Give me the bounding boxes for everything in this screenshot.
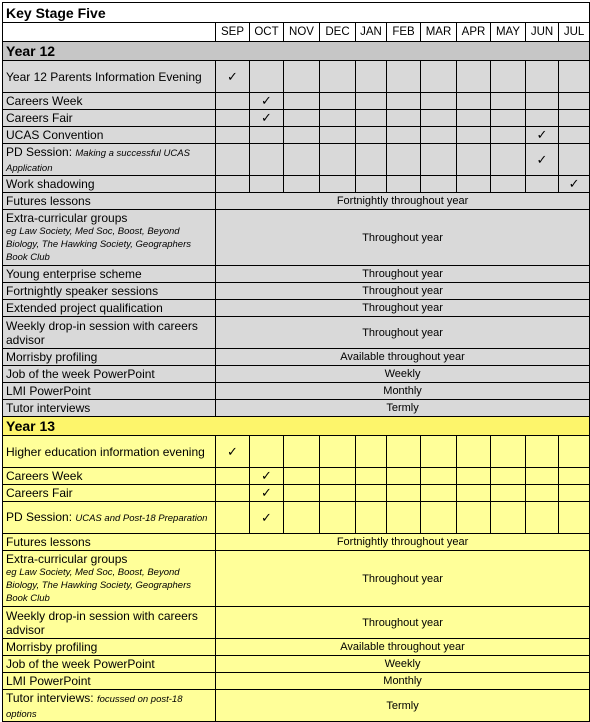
table-row: [3, 656, 590, 673]
frequency-cell: Termly: [216, 400, 590, 417]
month-cell: [421, 468, 457, 485]
checkmark-icon: ✓: [250, 110, 284, 127]
month-cell: [387, 485, 421, 502]
checkmark-icon: ✓: [250, 485, 284, 502]
checkmark-icon: ✓: [526, 127, 559, 144]
activity-name: Careers Week: [6, 94, 83, 108]
activity-label: [3, 551, 216, 607]
month-header-may: MAY: [491, 23, 526, 42]
table-row: [3, 176, 590, 193]
activity-name: Fortnightly speaker sessions: [6, 284, 159, 298]
activity-name: Tutor interviews:: [6, 690, 94, 705]
activity-name: Work shadowing: [6, 177, 95, 191]
month-cell: [250, 436, 284, 468]
month-cell: [526, 176, 559, 193]
month-cell: [491, 61, 526, 93]
activity-name: UCAS Convention: [6, 128, 104, 142]
table-row: [3, 400, 590, 417]
activity-examples: eg Law Society, Med Soc, Boost, Beyond Biology, The Hawking Society, Geographers Book Club: [6, 567, 191, 604]
frequency-cell: Throughout year: [216, 283, 590, 300]
month-cell: [356, 110, 387, 127]
activity-label: [3, 607, 216, 639]
month-header-nov: NOV: [284, 23, 320, 42]
month-cell: [320, 61, 356, 93]
month-cell: [421, 127, 457, 144]
month-cell: [559, 144, 590, 176]
month-cell: [250, 61, 284, 93]
month-cell: [387, 502, 421, 534]
month-cell: [387, 468, 421, 485]
month-cell: [356, 144, 387, 176]
month-cell: [559, 485, 590, 502]
month-cell: [457, 502, 491, 534]
month-cell: [421, 93, 457, 110]
month-cell: [491, 485, 526, 502]
month-cell: [216, 110, 250, 127]
activity-name: Morrisby profiling: [6, 640, 98, 654]
frequency-cell: Throughout year: [216, 300, 590, 317]
month-header-jan: JAN: [356, 23, 387, 42]
activity-name: PD Session:: [6, 144, 73, 159]
table-row: [3, 639, 590, 656]
month-cell: [457, 436, 491, 468]
frequency-cell: Available throughout year: [216, 349, 590, 366]
activity-name: Weekly drop-in session with careers advisor: [6, 318, 198, 347]
activity-name: Extra-curricular groups: [6, 552, 128, 566]
month-cell: [491, 176, 526, 193]
month-cell: [421, 176, 457, 193]
table-row: [3, 534, 590, 551]
frequency-cell: Fortnightly throughout year: [216, 193, 590, 210]
month-cell: [216, 485, 250, 502]
month-cell: [356, 93, 387, 110]
month-cell: [526, 61, 559, 93]
activity-label: [3, 93, 216, 110]
month-cell: [559, 61, 590, 93]
month-cell: [457, 93, 491, 110]
activity-name: Year 12 Parents Information Evening: [6, 69, 202, 84]
month-cell: [457, 144, 491, 176]
month-cell: [250, 144, 284, 176]
month-cell: [284, 61, 320, 93]
month-cell: [421, 61, 457, 93]
activity-label: [3, 317, 216, 349]
month-cell: [356, 127, 387, 144]
checkmark-icon: ✓: [250, 93, 284, 110]
month-header-dec: DEC: [320, 23, 356, 42]
frequency-cell: Monthly: [216, 673, 590, 690]
frequency-cell: Available throughout year: [216, 639, 590, 656]
month-cell: [320, 110, 356, 127]
month-cell: [491, 436, 526, 468]
activity-label: [3, 210, 216, 266]
activity-label: [3, 436, 216, 468]
table-row: [3, 485, 590, 502]
month-cell: [559, 110, 590, 127]
month-cell: [320, 485, 356, 502]
activity-name: Careers Week: [6, 469, 83, 483]
month-cell: [284, 176, 320, 193]
month-cell: [457, 468, 491, 485]
frequency-cell: Throughout year: [216, 266, 590, 283]
month-cell: [526, 110, 559, 127]
table-row: [3, 383, 590, 400]
table-row: [3, 366, 590, 383]
month-cell: [387, 436, 421, 468]
month-cell: [457, 127, 491, 144]
frequency-cell: Throughout year: [216, 210, 590, 266]
month-cell: [526, 468, 559, 485]
month-cell: [491, 502, 526, 534]
table-row: [3, 61, 590, 93]
activity-label: [3, 110, 216, 127]
month-cell: [284, 436, 320, 468]
month-cell: [491, 468, 526, 485]
frequency-cell: Throughout year: [216, 551, 590, 607]
month-cell: [284, 127, 320, 144]
month-header-mar: MAR: [421, 23, 457, 42]
frequency-cell: Termly: [216, 690, 590, 722]
activity-name: Careers Fair: [6, 486, 73, 500]
month-cell: [526, 485, 559, 502]
month-cell: [284, 144, 320, 176]
frequency-cell: Throughout year: [216, 317, 590, 349]
month-cell: [421, 502, 457, 534]
month-header-jun: JUN: [526, 23, 559, 42]
month-cell: [356, 468, 387, 485]
activity-name: LMI PowerPoint: [6, 674, 91, 688]
month-cell: [356, 436, 387, 468]
month-header-jul: JUL: [559, 23, 590, 42]
activity-label: [3, 534, 216, 551]
month-cell: [457, 176, 491, 193]
month-cell: [284, 502, 320, 534]
month-cell: [421, 144, 457, 176]
month-cell: [421, 110, 457, 127]
table-row: [3, 690, 590, 722]
table-row: [3, 468, 590, 485]
month-header-apr: APR: [457, 23, 491, 42]
activity-name: Higher education information evening: [6, 444, 205, 459]
month-cell: [387, 110, 421, 127]
activity-label: [3, 468, 216, 485]
key-stage-five-table: [2, 2, 590, 722]
month-cell: [216, 127, 250, 144]
activity-name: Job of the week PowerPoint: [6, 367, 155, 381]
month-cell: [491, 93, 526, 110]
activity-name: Futures lessons: [6, 194, 91, 208]
table-row: [3, 607, 590, 639]
activity-label: [3, 176, 216, 193]
activity-note: focussed on post-18 options: [6, 693, 183, 720]
month-cell: [387, 144, 421, 176]
activity-label: [3, 690, 216, 722]
activity-name: Extended project qualification: [6, 301, 163, 315]
checkmark-icon: ✓: [250, 468, 284, 485]
month-cell: [250, 127, 284, 144]
month-cell: [284, 110, 320, 127]
table-row: [3, 266, 590, 283]
month-cell: [457, 485, 491, 502]
month-cell: [284, 468, 320, 485]
table-row: [3, 300, 590, 317]
month-cell: [387, 61, 421, 93]
month-cell: [457, 110, 491, 127]
frequency-cell: Weekly: [216, 656, 590, 673]
month-cell: [320, 436, 356, 468]
month-cell: [491, 127, 526, 144]
activity-name: Morrisby profiling: [6, 350, 98, 364]
month-cell: [526, 436, 559, 468]
month-cell: [421, 485, 457, 502]
month-cell: [387, 176, 421, 193]
activity-note: UCAS and Post-18 Preparation: [75, 513, 208, 524]
month-header-feb: FEB: [387, 23, 421, 42]
month-cell: [356, 485, 387, 502]
table-row: [3, 436, 590, 468]
month-cell: [457, 61, 491, 93]
activity-note: Making a successful UCAS Application: [6, 147, 190, 174]
activity-label: [3, 639, 216, 656]
activity-name: Young enterprise scheme: [6, 267, 142, 281]
activity-label: [3, 61, 216, 93]
month-cell: [559, 127, 590, 144]
month-cell: [356, 176, 387, 193]
month-cell: [320, 176, 356, 193]
activity-label: [3, 127, 216, 144]
month-cell: [216, 176, 250, 193]
month-cell: [559, 502, 590, 534]
month-cell: [284, 93, 320, 110]
month-cell: [356, 61, 387, 93]
month-cell: [216, 502, 250, 534]
table-row: [3, 93, 590, 110]
checkmark-icon: ✓: [216, 61, 250, 93]
month-cell: [559, 468, 590, 485]
month-cell: [356, 502, 387, 534]
month-cell: [284, 485, 320, 502]
table-row: [3, 144, 590, 176]
month-cell: [320, 93, 356, 110]
checkmark-icon: ✓: [526, 144, 559, 176]
month-cell: [320, 127, 356, 144]
month-cell: [320, 144, 356, 176]
activity-label: [3, 300, 216, 317]
month-cell: [216, 93, 250, 110]
table-row: [3, 349, 590, 366]
month-cell: [526, 502, 559, 534]
activity-name: Careers Fair: [6, 111, 73, 125]
table-row: [3, 210, 590, 266]
activity-name: Futures lessons: [6, 535, 91, 549]
month-header-oct: OCT: [250, 23, 284, 42]
table-row: [3, 283, 590, 300]
page-title: Key Stage Five: [3, 3, 590, 23]
checkmark-icon: ✓: [559, 176, 590, 193]
activity-name: Tutor interviews: [6, 401, 91, 415]
activity-label: [3, 366, 216, 383]
frequency-cell: Throughout year: [216, 607, 590, 639]
activity-label: [3, 502, 216, 534]
table-row: [3, 673, 590, 690]
checkmark-icon: ✓: [216, 436, 250, 468]
month-cell: [421, 436, 457, 468]
table-row: [3, 317, 590, 349]
month-cell: [491, 110, 526, 127]
month-header-sep: SEP: [216, 23, 250, 42]
activity-label: [3, 656, 216, 673]
month-cell: [250, 176, 284, 193]
month-cell: [216, 144, 250, 176]
activity-label: [3, 283, 216, 300]
activity-examples: eg Law Society, Med Soc, Boost, Beyond Biology, The Hawking Society, Geographers Book Club: [6, 226, 191, 263]
activity-label: [3, 485, 216, 502]
month-cell: [526, 93, 559, 110]
month-cell: [491, 144, 526, 176]
table-row: [3, 551, 590, 607]
month-cell: [216, 468, 250, 485]
frequency-cell: Weekly: [216, 366, 590, 383]
month-cell: [387, 93, 421, 110]
activity-name: Job of the week PowerPoint: [6, 657, 155, 671]
table-row: [3, 110, 590, 127]
month-cell: [559, 93, 590, 110]
month-cell: [387, 127, 421, 144]
activity-label: [3, 400, 216, 417]
activity-label: [3, 193, 216, 210]
activity-label: [3, 673, 216, 690]
activity-name: PD Session:: [6, 510, 73, 524]
frequency-cell: Monthly: [216, 383, 590, 400]
activity-label: [3, 349, 216, 366]
section-heading-y12: Year 12: [3, 42, 590, 61]
activity-name: Weekly drop-in session with careers advisor: [6, 608, 198, 637]
activity-name: Extra-curricular groups: [6, 211, 128, 225]
frequency-cell: Fortnightly throughout year: [216, 534, 590, 551]
month-cell: [320, 502, 356, 534]
activity-label: [3, 144, 216, 176]
section-heading-y13: Year 13: [3, 417, 590, 436]
activity-name: LMI PowerPoint: [6, 384, 91, 398]
table-row: [3, 193, 590, 210]
month-cell: [559, 436, 590, 468]
activity-label: [3, 383, 216, 400]
header-blank-cell: [3, 23, 216, 42]
table-row: [3, 502, 590, 534]
checkmark-icon: ✓: [250, 502, 284, 534]
table-row: [3, 127, 590, 144]
month-cell: [320, 468, 356, 485]
activity-label: [3, 266, 216, 283]
